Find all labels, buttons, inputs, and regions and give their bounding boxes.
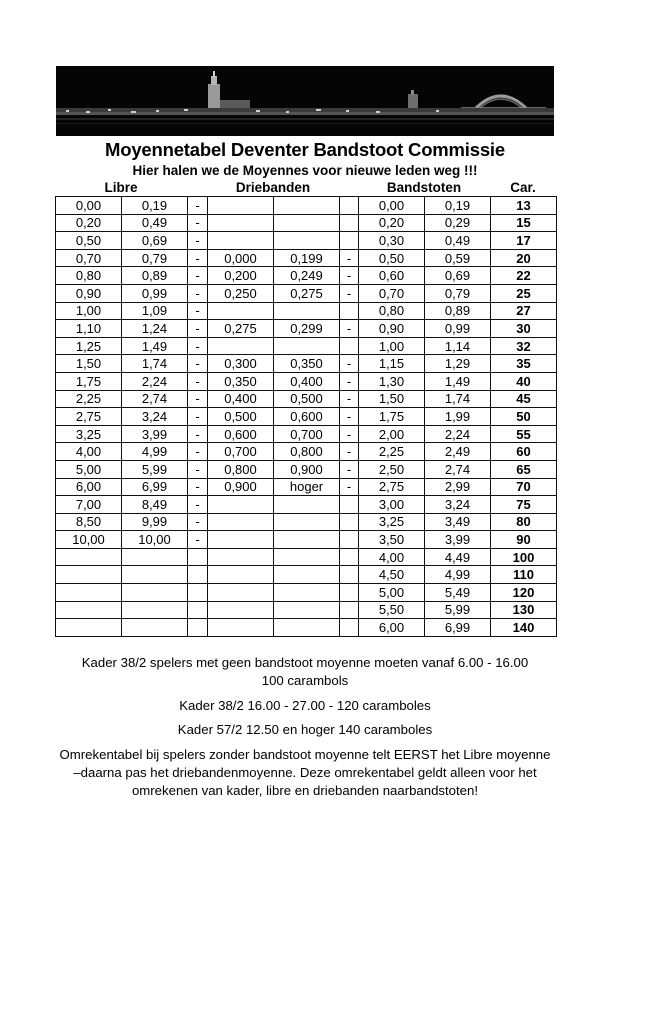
libre-to-cell: 3,24 — [122, 408, 188, 426]
caramboles-cell: 100 — [491, 548, 557, 566]
caramboles-cell: 13 — [491, 197, 557, 215]
driebanden-from-cell: 0,250 — [208, 284, 274, 302]
caramboles-cell: 75 — [491, 496, 557, 514]
note-kader-38-line1: Kader 38/2 spelers met geen bandstoot moyenne moeten vanaf 6.00 - 16.00 — [81, 655, 529, 670]
table-row — [56, 232, 557, 250]
column-header-car: Car. — [510, 180, 536, 195]
column-header-libre: Libre — [104, 180, 138, 195]
driebanden-to-cell: 0,249 — [274, 267, 340, 285]
driebanden-from-cell: 0,200 — [208, 267, 274, 285]
separator-cell — [340, 531, 359, 549]
libre-from-cell: 1,50 — [56, 355, 122, 373]
separator-cell: - — [188, 197, 208, 215]
libre-to-cell: 0,89 — [122, 267, 188, 285]
libre-to-cell: 8,49 — [122, 496, 188, 514]
libre-from-cell: 6,00 — [56, 478, 122, 496]
libre-from-cell — [56, 601, 122, 619]
libre-to-cell — [122, 619, 188, 637]
driebanden-to-cell — [274, 302, 340, 320]
table-row — [56, 214, 557, 232]
bandstoten-to-cell: 0,49 — [425, 232, 491, 250]
caramboles-cell: 70 — [491, 478, 557, 496]
bandstoten-from-cell: 0,00 — [359, 197, 425, 215]
libre-from-cell: 0,00 — [56, 197, 122, 215]
separator-cell: - — [188, 460, 208, 478]
caramboles-cell: 60 — [491, 443, 557, 461]
separator-cell: - — [340, 267, 359, 285]
caramboles-cell: 65 — [491, 460, 557, 478]
separator-cell: - — [340, 408, 359, 426]
note-omrekentabel-line1: Omrekentabel bij spelers zonder bandstoot moyenne telt EERST het Libre moyenne — [59, 747, 551, 762]
driebanden-to-cell — [274, 232, 340, 250]
driebanden-from-cell — [208, 337, 274, 355]
separator-cell — [340, 601, 359, 619]
table-row — [56, 337, 557, 355]
caramboles-cell: 22 — [491, 267, 557, 285]
bandstoten-from-cell: 4,50 — [359, 566, 425, 584]
bandstoten-from-cell: 3,50 — [359, 531, 425, 549]
caramboles-cell: 45 — [491, 390, 557, 408]
caramboles-cell: 35 — [491, 355, 557, 373]
bandstoten-from-cell: 5,00 — [359, 584, 425, 602]
libre-to-cell: 0,99 — [122, 284, 188, 302]
driebanden-from-cell: 0,800 — [208, 460, 274, 478]
libre-to-cell: 2,74 — [122, 390, 188, 408]
table-row — [56, 320, 557, 338]
separator-cell: - — [188, 302, 208, 320]
libre-to-cell: 0,49 — [122, 214, 188, 232]
bandstoten-to-cell: 1,29 — [425, 355, 491, 373]
note-kader-38-line2: 100 carambols — [261, 673, 349, 688]
separator-cell: - — [188, 214, 208, 232]
table-row — [56, 443, 557, 461]
bandstoten-from-cell: 0,80 — [359, 302, 425, 320]
driebanden-from-cell — [208, 566, 274, 584]
bandstoten-from-cell: 4,00 — [359, 548, 425, 566]
table-row — [56, 284, 557, 302]
separator-cell: - — [340, 284, 359, 302]
separator-cell: - — [188, 320, 208, 338]
bandstoten-to-cell: 1,99 — [425, 408, 491, 426]
separator-cell — [188, 601, 208, 619]
libre-from-cell: 2,75 — [56, 408, 122, 426]
driebanden-to-cell — [274, 214, 340, 232]
libre-from-cell — [56, 584, 122, 602]
separator-cell — [340, 232, 359, 250]
libre-from-cell: 8,50 — [56, 513, 122, 531]
caramboles-cell: 90 — [491, 531, 557, 549]
skyline-illustration — [56, 66, 554, 136]
bandstoten-from-cell: 2,75 — [359, 478, 425, 496]
table-row — [56, 197, 557, 215]
bandstoten-to-cell: 1,74 — [425, 390, 491, 408]
caramboles-cell: 50 — [491, 408, 557, 426]
bandstoten-to-cell: 2,24 — [425, 425, 491, 443]
table-row — [56, 425, 557, 443]
libre-to-cell: 10,00 — [122, 531, 188, 549]
bandstoten-from-cell: 0,90 — [359, 320, 425, 338]
libre-from-cell: 0,50 — [56, 232, 122, 250]
separator-cell: - — [188, 267, 208, 285]
libre-to-cell: 9,99 — [122, 513, 188, 531]
driebanden-to-cell — [274, 548, 340, 566]
libre-from-cell: 4,00 — [56, 443, 122, 461]
table-row — [56, 601, 557, 619]
moyenne-table — [55, 196, 557, 637]
separator-cell — [340, 197, 359, 215]
bandstoten-to-cell: 0,79 — [425, 284, 491, 302]
driebanden-from-cell — [208, 601, 274, 619]
libre-to-cell: 4,99 — [122, 443, 188, 461]
driebanden-to-cell: 0,900 — [274, 460, 340, 478]
separator-cell: - — [340, 372, 359, 390]
caramboles-cell: 30 — [491, 320, 557, 338]
separator-cell — [340, 337, 359, 355]
driebanden-from-cell: 0,700 — [208, 443, 274, 461]
separator-cell: - — [340, 390, 359, 408]
column-header-bandstoten: Bandstoten — [386, 180, 462, 195]
libre-from-cell: 0,20 — [56, 214, 122, 232]
separator-cell — [340, 566, 359, 584]
caramboles-cell: 120 — [491, 584, 557, 602]
bandstoten-to-cell: 0,69 — [425, 267, 491, 285]
libre-from-cell: 10,00 — [56, 531, 122, 549]
libre-from-cell: 0,70 — [56, 249, 122, 267]
table-body — [56, 197, 557, 637]
driebanden-from-cell: 0,275 — [208, 320, 274, 338]
driebanden-to-cell: 0,600 — [274, 408, 340, 426]
separator-cell: - — [340, 320, 359, 338]
caramboles-cell: 40 — [491, 372, 557, 390]
caramboles-cell: 80 — [491, 513, 557, 531]
separator-cell: - — [188, 390, 208, 408]
libre-from-cell: 7,00 — [56, 496, 122, 514]
libre-from-cell: 0,80 — [56, 267, 122, 285]
bandstoten-from-cell: 2,50 — [359, 460, 425, 478]
separator-cell: - — [188, 443, 208, 461]
driebanden-from-cell: 0,400 — [208, 390, 274, 408]
bandstoten-to-cell: 3,99 — [425, 531, 491, 549]
bandstoten-to-cell: 5,49 — [425, 584, 491, 602]
driebanden-to-cell: 0,350 — [274, 355, 340, 373]
note-omrekentabel-line3: omrekenen van kader, libre en driebanden naarbandstoten! — [131, 783, 479, 798]
separator-cell — [188, 548, 208, 566]
libre-from-cell: 1,00 — [56, 302, 122, 320]
libre-from-cell: 5,00 — [56, 460, 122, 478]
bandstoten-to-cell: 0,59 — [425, 249, 491, 267]
libre-to-cell: 1,49 — [122, 337, 188, 355]
separator-cell: - — [188, 284, 208, 302]
libre-from-cell: 3,25 — [56, 425, 122, 443]
page-title: Moyennetabel Deventer Bandstoot Commissie — [105, 139, 505, 160]
separator-cell — [340, 619, 359, 637]
caramboles-cell: 32 — [491, 337, 557, 355]
bandstoten-to-cell: 1,49 — [425, 372, 491, 390]
libre-to-cell: 0,69 — [122, 232, 188, 250]
caramboles-cell: 20 — [491, 249, 557, 267]
driebanden-from-cell: 0,900 — [208, 478, 274, 496]
table-row — [56, 460, 557, 478]
libre-from-cell — [56, 566, 122, 584]
bandstoten-to-cell: 3,49 — [425, 513, 491, 531]
column-header-driebanden: Driebanden — [235, 180, 311, 195]
bandstoten-to-cell: 4,99 — [425, 566, 491, 584]
driebanden-from-cell — [208, 232, 274, 250]
libre-to-cell: 1,74 — [122, 355, 188, 373]
table-row — [56, 548, 557, 566]
driebanden-to-cell: 0,400 — [274, 372, 340, 390]
driebanden-from-cell — [208, 302, 274, 320]
driebanden-to-cell: 0,275 — [274, 284, 340, 302]
libre-to-cell: 2,24 — [122, 372, 188, 390]
caramboles-cell: 27 — [491, 302, 557, 320]
libre-to-cell: 6,99 — [122, 478, 188, 496]
separator-cell — [340, 214, 359, 232]
caramboles-cell: 17 — [491, 232, 557, 250]
driebanden-to-cell: 0,700 — [274, 425, 340, 443]
table-row — [56, 302, 557, 320]
bandstoten-from-cell: 2,25 — [359, 443, 425, 461]
separator-cell: - — [340, 355, 359, 373]
driebanden-from-cell: 0,500 — [208, 408, 274, 426]
caramboles-cell: 55 — [491, 425, 557, 443]
libre-from-cell — [56, 619, 122, 637]
separator-cell: - — [188, 232, 208, 250]
separator-cell — [188, 584, 208, 602]
libre-to-cell: 0,19 — [122, 197, 188, 215]
bandstoten-from-cell: 1,75 — [359, 408, 425, 426]
table-row — [56, 408, 557, 426]
driebanden-to-cell: hoger — [274, 478, 340, 496]
bandstoten-to-cell: 0,19 — [425, 197, 491, 215]
bandstoten-from-cell: 1,15 — [359, 355, 425, 373]
separator-cell: - — [340, 249, 359, 267]
driebanden-from-cell — [208, 197, 274, 215]
driebanden-to-cell — [274, 531, 340, 549]
separator-cell: - — [188, 496, 208, 514]
separator-cell: - — [340, 443, 359, 461]
skyline-banner-image — [56, 66, 554, 136]
separator-cell — [340, 496, 359, 514]
caramboles-cell: 25 — [491, 284, 557, 302]
bandstoten-to-cell: 0,29 — [425, 214, 491, 232]
separator-cell: - — [188, 478, 208, 496]
table-row — [56, 372, 557, 390]
bandstoten-from-cell: 0,70 — [359, 284, 425, 302]
bandstoten-to-cell: 3,24 — [425, 496, 491, 514]
bandstoten-to-cell: 1,14 — [425, 337, 491, 355]
driebanden-to-cell — [274, 496, 340, 514]
bandstoten-from-cell: 0,60 — [359, 267, 425, 285]
driebanden-from-cell — [208, 584, 274, 602]
libre-from-cell: 0,90 — [56, 284, 122, 302]
caramboles-cell: 15 — [491, 214, 557, 232]
caramboles-cell: 130 — [491, 601, 557, 619]
table-row — [56, 619, 557, 637]
table-row — [56, 478, 557, 496]
libre-to-cell — [122, 566, 188, 584]
driebanden-from-cell — [208, 496, 274, 514]
table-row — [56, 390, 557, 408]
libre-to-cell: 5,99 — [122, 460, 188, 478]
driebanden-to-cell: 0,299 — [274, 320, 340, 338]
driebanden-from-cell — [208, 214, 274, 232]
page-subtitle: Hier halen we de Moyennes voor nieuwe leden weg !!! — [132, 163, 478, 178]
bandstoten-to-cell: 4,49 — [425, 548, 491, 566]
driebanden-to-cell — [274, 619, 340, 637]
table-row — [56, 566, 557, 584]
separator-cell: - — [188, 513, 208, 531]
driebanden-from-cell: 0,000 — [208, 249, 274, 267]
separator-cell — [340, 302, 359, 320]
table-row — [56, 355, 557, 373]
separator-cell: - — [340, 425, 359, 443]
driebanden-to-cell: 0,500 — [274, 390, 340, 408]
bandstoten-from-cell: 1,50 — [359, 390, 425, 408]
libre-to-cell: 0,79 — [122, 249, 188, 267]
bandstoten-from-cell: 1,00 — [359, 337, 425, 355]
separator-cell: - — [188, 408, 208, 426]
caramboles-cell: 140 — [491, 619, 557, 637]
driebanden-to-cell — [274, 337, 340, 355]
driebanden-to-cell: 0,199 — [274, 249, 340, 267]
driebanden-to-cell — [274, 197, 340, 215]
libre-to-cell — [122, 548, 188, 566]
table-row — [56, 267, 557, 285]
bandstoten-from-cell: 0,20 — [359, 214, 425, 232]
libre-to-cell: 1,09 — [122, 302, 188, 320]
libre-to-cell: 1,24 — [122, 320, 188, 338]
table-row — [56, 513, 557, 531]
libre-from-cell: 1,25 — [56, 337, 122, 355]
table-row — [56, 531, 557, 549]
libre-from-cell: 1,75 — [56, 372, 122, 390]
separator-cell — [340, 584, 359, 602]
bandstoten-from-cell: 2,00 — [359, 425, 425, 443]
separator-cell — [188, 619, 208, 637]
bandstoten-to-cell: 2,99 — [425, 478, 491, 496]
note-kader-57: Kader 57/2 12.50 en hoger 140 caramboles — [177, 722, 433, 737]
separator-cell: - — [188, 425, 208, 443]
separator-cell: - — [188, 249, 208, 267]
bandstoten-from-cell: 3,25 — [359, 513, 425, 531]
note-omrekentabel-line2: –daarna pas het driebandenmoyenne. Deze omrekentabel geldt alleen voor het — [73, 765, 537, 780]
separator-cell: - — [188, 337, 208, 355]
separator-cell — [188, 566, 208, 584]
driebanden-to-cell — [274, 601, 340, 619]
separator-cell: - — [188, 531, 208, 549]
table-row — [56, 584, 557, 602]
separator-cell: - — [340, 478, 359, 496]
driebanden-from-cell: 0,600 — [208, 425, 274, 443]
bandstoten-to-cell: 6,99 — [425, 619, 491, 637]
libre-to-cell — [122, 601, 188, 619]
driebanden-from-cell — [208, 531, 274, 549]
separator-cell: - — [188, 372, 208, 390]
driebanden-from-cell — [208, 513, 274, 531]
driebanden-from-cell — [208, 619, 274, 637]
bandstoten-to-cell: 0,99 — [425, 320, 491, 338]
driebanden-to-cell — [274, 566, 340, 584]
separator-cell: - — [188, 355, 208, 373]
table-row — [56, 496, 557, 514]
bandstoten-from-cell: 0,50 — [359, 249, 425, 267]
bandstoten-from-cell: 3,00 — [359, 496, 425, 514]
bandstoten-to-cell: 2,74 — [425, 460, 491, 478]
note-kader-38-b: Kader 38/2 16.00 - 27.00 - 120 caramboles — [179, 698, 431, 713]
bandstoten-to-cell: 0,89 — [425, 302, 491, 320]
libre-to-cell — [122, 584, 188, 602]
libre-from-cell — [56, 548, 122, 566]
separator-cell: - — [340, 460, 359, 478]
bandstoten-from-cell: 5,50 — [359, 601, 425, 619]
driebanden-to-cell — [274, 584, 340, 602]
bandstoten-to-cell: 2,49 — [425, 443, 491, 461]
driebanden-from-cell: 0,300 — [208, 355, 274, 373]
bandstoten-from-cell: 6,00 — [359, 619, 425, 637]
driebanden-from-cell — [208, 548, 274, 566]
driebanden-to-cell — [274, 513, 340, 531]
driebanden-from-cell: 0,350 — [208, 372, 274, 390]
driebanden-to-cell: 0,800 — [274, 443, 340, 461]
libre-from-cell: 2,25 — [56, 390, 122, 408]
libre-to-cell: 3,99 — [122, 425, 188, 443]
table-row — [56, 249, 557, 267]
caramboles-cell: 110 — [491, 566, 557, 584]
separator-cell — [340, 548, 359, 566]
bandstoten-from-cell: 0,30 — [359, 232, 425, 250]
separator-cell — [340, 513, 359, 531]
bandstoten-to-cell: 5,99 — [425, 601, 491, 619]
bandstoten-from-cell: 1,30 — [359, 372, 425, 390]
libre-from-cell: 1,10 — [56, 320, 122, 338]
